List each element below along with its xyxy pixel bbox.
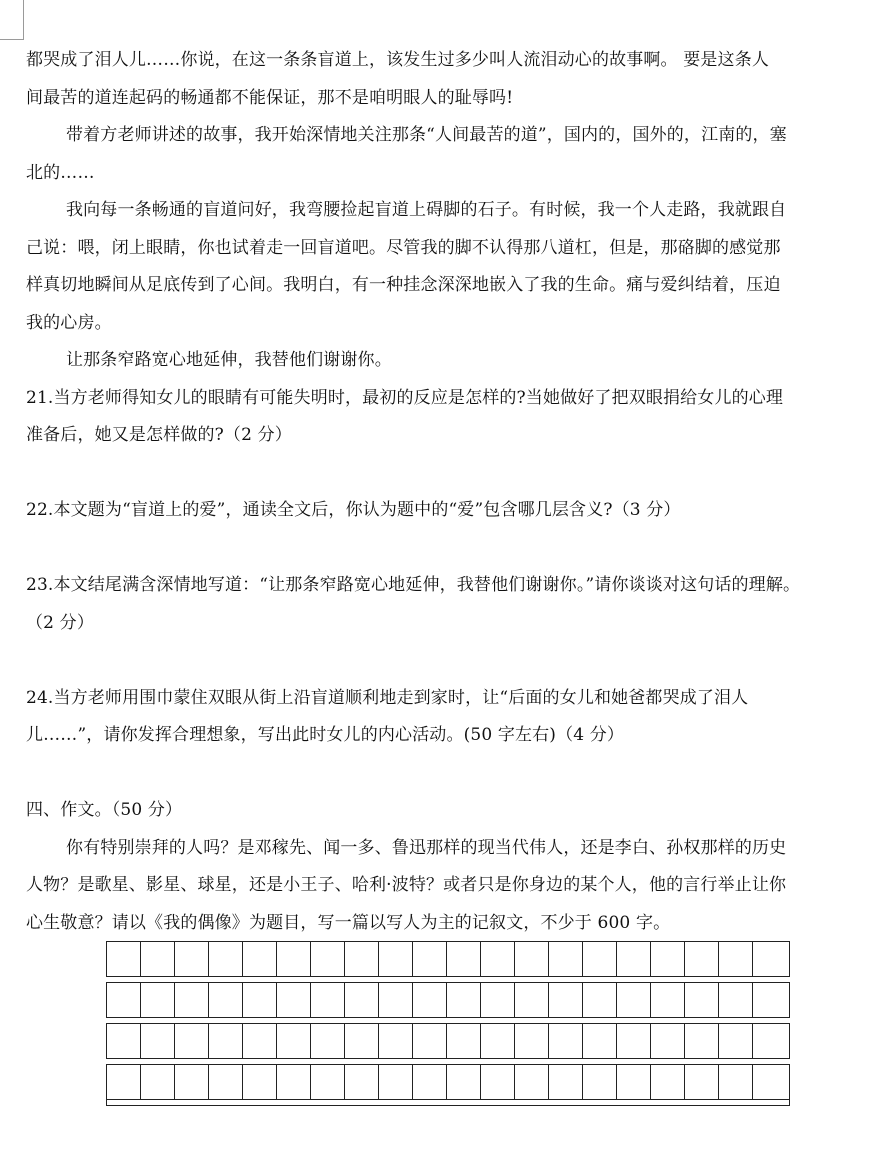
grid-cell[interactable] (481, 983, 515, 1017)
grid-cell[interactable] (685, 1024, 719, 1058)
grid-cell[interactable] (243, 1065, 277, 1099)
question-21: 21.当方老师得知女儿的眼睛有可能失明时，最初的反应是怎样的?当她做好了把双眼捐给女儿的心理 (26, 387, 784, 408)
grid-cell[interactable] (515, 983, 549, 1017)
grid-cell[interactable] (345, 1024, 379, 1058)
grid-cell[interactable] (719, 1065, 753, 1099)
grid-cell[interactable] (447, 1024, 481, 1058)
grid-cell[interactable] (209, 1065, 243, 1099)
grid-row (106, 1064, 790, 1100)
document-page (26, 42, 872, 942)
grid-cell[interactable] (345, 942, 379, 976)
grid-cell[interactable] (209, 942, 243, 976)
question-22: 22.本文题为“盲道上的爱”，通读全文后，你认为题中的“爱”包含哪几层含义?（3 分） (26, 500, 681, 520)
grid-cell[interactable] (345, 983, 379, 1017)
grid-cell[interactable] (447, 1065, 481, 1099)
grid-cell[interactable] (617, 1024, 651, 1058)
passage-line: 北的…… (26, 162, 95, 183)
grid-cell[interactable] (583, 1024, 617, 1058)
grid-cell[interactable] (617, 942, 651, 976)
grid-cell[interactable] (719, 1024, 753, 1058)
grid-cell[interactable] (617, 983, 651, 1017)
grid-cell[interactable] (753, 942, 789, 976)
question-23-cont: （2 分） (26, 612, 94, 633)
grid-row (106, 982, 790, 1018)
grid-cell[interactable] (107, 1065, 141, 1099)
answer-space (26, 455, 872, 493)
grid-cell[interactable] (311, 1065, 345, 1099)
grid-cell[interactable] (481, 942, 515, 976)
passage-line: 己说：喂，闭上眼睛，你也试着走一回盲道吧。尽管我的脚不认得那八道杠，但是，那硌脚的感觉那 (26, 237, 781, 258)
grid-cell[interactable] (481, 1065, 515, 1099)
grid-cell[interactable] (107, 983, 141, 1017)
grid-cell[interactable] (379, 942, 413, 976)
grid-cell[interactable] (617, 1065, 651, 1099)
grid-cell[interactable] (277, 1065, 311, 1099)
grid-cell[interactable] (277, 942, 311, 976)
grid-cell[interactable] (549, 1065, 583, 1099)
answer-space (26, 530, 872, 568)
grid-cell[interactable] (311, 983, 345, 1017)
answer-space (26, 755, 872, 793)
grid-cell[interactable] (515, 1024, 549, 1058)
passage-line: 带着方老师讲述的故事，我开始深情地关注那条“人间最苦的道”，国内的，国外的，江南的，塞 (66, 125, 787, 145)
grid-cell[interactable] (345, 1065, 379, 1099)
grid-cell[interactable] (685, 1065, 719, 1099)
grid-cell[interactable] (277, 983, 311, 1017)
grid-cell[interactable] (141, 1024, 175, 1058)
grid-cell[interactable] (175, 942, 209, 976)
grid-cell[interactable] (141, 983, 175, 1017)
grid-cell[interactable] (209, 1024, 243, 1058)
grid-cell[interactable] (515, 1065, 549, 1099)
grid-cell[interactable] (549, 983, 583, 1017)
grid-cell[interactable] (107, 942, 141, 976)
grid-cell[interactable] (243, 983, 277, 1017)
grid-cell[interactable] (277, 1024, 311, 1058)
grid-cell[interactable] (719, 983, 753, 1017)
grid-cell[interactable] (243, 1024, 277, 1058)
question-24-cont: 儿……”，请你发挥合理想象，写出此时女儿的内心活动。(50 字左右)（4 分） (26, 725, 625, 745)
question-21-cont: 准备后，她又是怎样做的?（2 分） (26, 425, 292, 445)
passage-line: 样真切地瞬间从足底传到了心间。我明白，有一种挂念深深地嵌入了我的生命。痛与爱纠结着，压迫 (26, 275, 781, 295)
grid-cell[interactable] (549, 942, 583, 976)
grid-cell[interactable] (515, 942, 549, 976)
grid-cell[interactable] (583, 983, 617, 1017)
grid-cell[interactable] (447, 942, 481, 976)
question-23: 23.本文结尾满含深情地写道：“让那条窄路宽心地延伸，我替他们谢谢你。”请你谈谈对这句话的理解。 (26, 575, 801, 595)
grid-cell[interactable] (447, 983, 481, 1017)
essay-writing-grid[interactable] (106, 941, 790, 1106)
grid-cell[interactable] (379, 1065, 413, 1099)
grid-cell[interactable] (379, 983, 413, 1017)
grid-cell[interactable] (753, 1065, 789, 1099)
grid-cell[interactable] (413, 983, 447, 1017)
grid-cell[interactable] (107, 1024, 141, 1058)
grid-cell[interactable] (209, 983, 243, 1017)
passage-line: 我的心房。 (26, 312, 112, 333)
grid-cell[interactable] (719, 942, 753, 976)
passage-line: 都哭成了泪人儿……你说，在这一条条盲道上，该发生过多少叫人流泪动心的故事啊。 要是这条人 (26, 50, 770, 70)
essay-heading: 四、作文。（50 分） (26, 800, 183, 820)
grid-cell[interactable] (311, 1024, 345, 1058)
grid-cell[interactable] (413, 1024, 447, 1058)
grid-bottom-edge (106, 1100, 790, 1106)
grid-cell[interactable] (243, 942, 277, 976)
grid-cell[interactable] (651, 1024, 685, 1058)
grid-cell[interactable] (481, 1024, 515, 1058)
grid-cell[interactable] (753, 1024, 789, 1058)
grid-cell[interactable] (141, 1065, 175, 1099)
grid-cell[interactable] (685, 983, 719, 1017)
grid-cell[interactable] (651, 1065, 685, 1099)
answer-space (26, 642, 872, 680)
grid-cell[interactable] (311, 942, 345, 976)
grid-cell[interactable] (175, 1024, 209, 1058)
essay-prompt-line: 人物？是歌星、影星、球星，还是小王子、哈利·波特？或者只是你身边的某个人，他的言行举止让你 (26, 875, 787, 895)
essay-prompt-line: 心生敬意？请以《我的偶像》为题目，写一篇以写人为主的记叙文，不少于 600 字。 (26, 912, 671, 933)
grid-row (106, 1023, 790, 1059)
grid-cell[interactable] (651, 942, 685, 976)
grid-cell[interactable] (413, 942, 447, 976)
question-24: 24.当方老师用围巾蒙住双眼从街上沿盲道顺利地走到家时，让“后面的女儿和她爸都哭成了泪人 (26, 687, 749, 708)
grid-cell[interactable] (651, 983, 685, 1017)
page-corner-mark (0, 0, 24, 40)
passage-line: 让那条窄路宽心地延伸，我替他们谢谢你。 (66, 350, 392, 370)
grid-cell[interactable] (685, 942, 719, 976)
grid-cell[interactable] (175, 983, 209, 1017)
grid-cell[interactable] (141, 942, 175, 976)
grid-cell[interactable] (549, 1024, 583, 1058)
passage-line: 我向每一条畅通的盲道问好，我弯腰捡起盲道上碍脚的石子。有时候，我一个人走路，我就跟自 (66, 200, 787, 220)
grid-cell[interactable] (175, 1065, 209, 1099)
grid-row (106, 941, 790, 977)
grid-cell[interactable] (583, 1065, 617, 1099)
essay-prompt-line: 你有特别崇拜的人吗？是邓稼先、闻一多、鲁迅那样的现当代伟人，还是李白、孙权那样的历史 (66, 837, 787, 858)
grid-cell[interactable] (379, 1024, 413, 1058)
grid-cell[interactable] (583, 942, 617, 976)
passage-line: 间最苦的道连起码的畅通都不能保证，那不是咱明眼人的耻辱吗! (26, 87, 514, 108)
grid-cell[interactable] (753, 983, 789, 1017)
grid-cell[interactable] (413, 1065, 447, 1099)
